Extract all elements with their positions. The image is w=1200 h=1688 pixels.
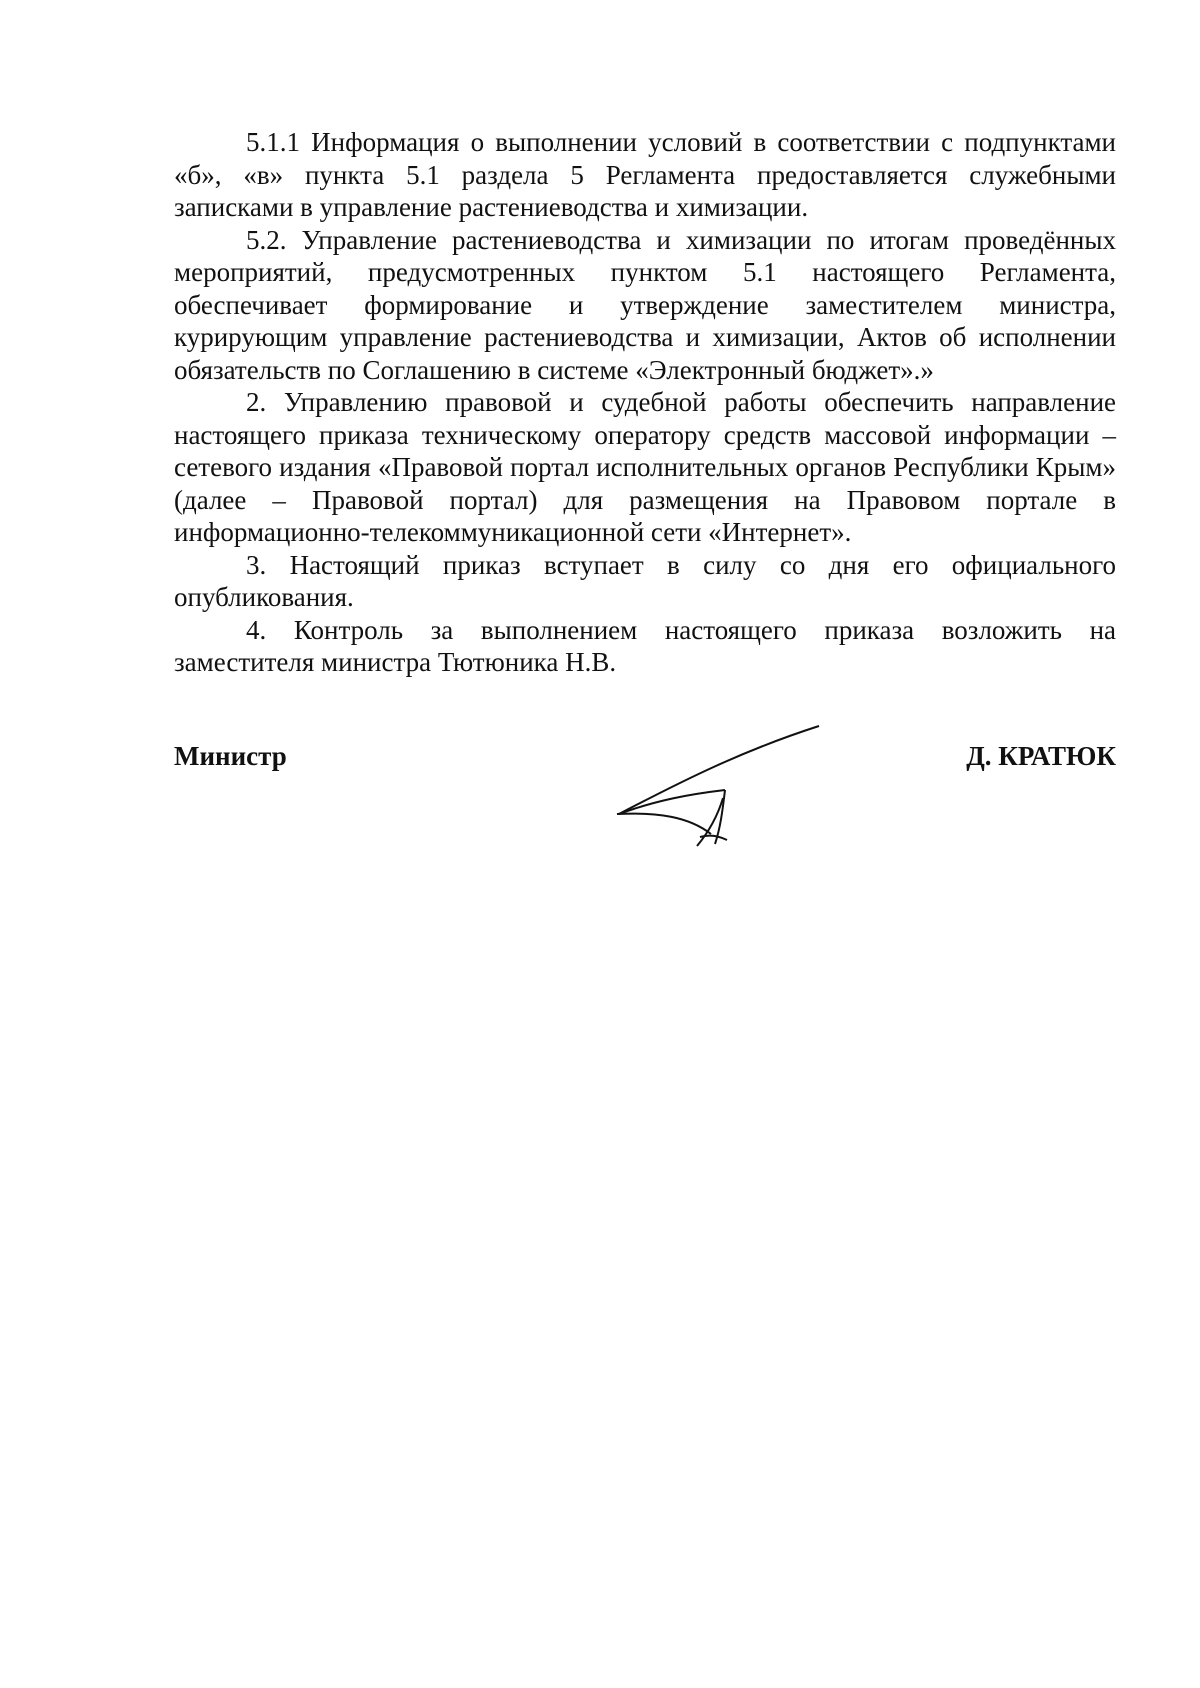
paragraph-3: 3. Настоящий приказ вступает в силу со дня его официального опубликования. [174, 549, 1116, 612]
paragraph-5-2: 5.2. Управление растениеводства и химизации по итогам проведённых мероприятий, предусмотренных пунктом 5.1 настоящего Регламента, обеспечивает формирование и утверждение заместителем министра, курирующим управление растениеводства и химизации, Актов об исполнении обязательств по Соглашению в системе «Электронный бюджет».» [174, 224, 1116, 385]
paragraph-4: 4. Контроль за выполнением настоящего приказа возложить на заместителя министра Тютюника Н.В. [174, 614, 1116, 677]
signature-block [174, 740, 1116, 860]
document-body [174, 126, 1116, 679]
signatory-name: Д. КРАТЮК [966, 741, 1116, 771]
paragraph-2: 2. Управлению правовой и судебной работы обеспечить направление настоящего приказа техническому оператору средств массовой информации – сетевого издания «Правовой портал исполнительных органов Республики Крым» (далее – Правовой портал) для размещения на Правовом портале в информационно-телекоммуникационной сети «Интернет». [174, 387, 1116, 547]
signatory-role: Министр [174, 741, 287, 771]
paragraph-5-1-1: 5.1.1 Информация о выполнении условий в соответствии с подпунктами «б», «в» пункта 5.1 раздела 5 Регламента предоставляется служебными записками в управление растениеводства и химизации. [174, 127, 1116, 222]
handwritten-signature [599, 722, 829, 852]
